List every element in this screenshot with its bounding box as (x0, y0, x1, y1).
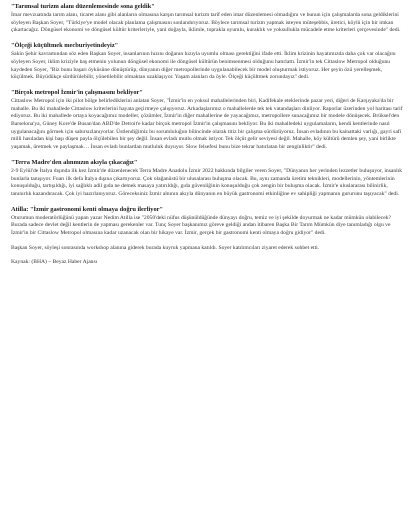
closing-paragraph: Başkan Soyer, söyleşi sonrasında workshop alanına giderek burada kuyruk yapmana katıldı. Soyer katılımcıları ziyaret ederek sohbet etti. (11, 244, 320, 251)
section-olcegi-kucultmek (11, 42, 406, 82)
section-source (11, 259, 406, 267)
section-tarimsal-turizm (11, 3, 406, 35)
section-metropol-bekliyor (11, 89, 406, 152)
source-credit: Kaynak: (BHA) – Beyaz Haber Ajansı (11, 259, 98, 266)
section-paragraph: Cittaslow Metropol için iki pilot bölge belirlediklerini anlatan Soyer, "İzmir'in en yoksul mahallelerinden biri, Kadifekale eteklerinde pazar yeri, diğeri de Karşıyaka'da bir mahalle. Bu iki mahallede Cittaslow kriterlerini hayata geçirmeye çalışıyoruz. Arkadaşlarımız o mahallelerde tek tek vatandaşları dinliyor. Raporlar üzerinden yol haritası tarif ediyoruz. Bu iki mahallede ortaya koyacağımız modeller, çözümler, İzmir'in diğer mahallerine de yayacağımız, metropollere sunacağımız bir modele dönüşecek. Brüksel'den Barselona'ya, Güney Kore'de Busan'dan ABD'de Detroit'e kadar birçok metropol İzmir'in çalışmasını bekliyor. Bu iki mahalledeki uygulamaların, kendi kentlerinde nasıl uygulanacağını görmek için sabırsızlanıyorlar. Üstlendiğimiz bu sorumluluğun bilincinde olarak titiz bir çalışma sürdürüyoruz. İnsan evladının bu kainattaki varlığı, gayri safi milli hasıladan kişi başı düşen payla ölçülebilen bir şey değil. İnsan evladı mutlu olmak istiyor. Tek ölçüt gelir seviyesi değil. Mahalle, köy kültürü demlen şey, yani birlikte yaşamak, üretmek ve paylaşmak… İnsan evladı bunlardan mutluluk duyuyor. Slow felsefesi bunu bize tekrar hatırlatan bir zenginliktir" dedi. (11, 97, 403, 151)
section-terra-madre (11, 159, 406, 199)
section-paragraph: 2-9 Eylül'de İtalya dışında ilk kez İzmir'de düzenlenecek Terra Madre Anadolu İzmir 2022 hakkında bilgiler veren Soyer, "Dünyanın her yerinden lezzetler buluşuyor, insanlık bunlarla tanışıyor. Fuarı ilk defa İtalya dışına çıkartıyoruz. Çok olağanüstü bir ulusalarası buluşma olacak. Bu, aynı zamanda üretim teknikleri, modellerinin, yöntemlerinin konuşulduğu, tartışıldığı, iyi sağlıklı adil gıda ne demek masaya yatırıldığı, gıda güvenliğinin konuşulduğu çok zengin bir buluşma olacak. İzmir'e uluslararası bilinirlik, tanınırlık kazandıracak. Çok iyi hazırlanıyoruz. Göreceksiniz İzmir alnının akıyla dünyanın en büyük gastronomi etkinliğine ev sahipliği yapmanın gururunu taşıyacak" dedi. (11, 167, 403, 197)
section-paragraph: İmar mevzuatında tarım alanı, ticaret alanı gibi alanların olmasına karşın tarımsal turizm tarif eden imar düzenlemesi olmadığını ve bunun için çalışmalarda sona geldiklerini söyleyen Başkan Soyer, "Türkiye'ye model olacak planlama çalışmasını sonlandırıyoruz. Böylece tarımsal turizm yapmak isteyen müteşebbis, üretici, köylü için bir imkan çıkartacağız. Döngüsel ekonomi ve döngüsel kültür kriterleriyle, yani doğayla, iklimle, toprakla uyumlu, kuraklık ve yoksullukla mücadele etme kriterleri çerçevesinde" dedi. (11, 12, 401, 34)
section-title: Atilla: "İzmir gastronomi kenti olmaya doğru ilerliyor" (11, 205, 164, 213)
section-title: "Ölçeği küçültmek mecburiyetindeyiz" (11, 42, 119, 50)
section-title: "Terra Madre'den alınmızın akıyla çıkacağız" (11, 158, 138, 166)
section-paragraph: Sakin Şehir kavramından söz eden Başkan Soyer, insanlarının hızını doğanın hızıyla uyumlu olması gerektiğini ifade etti. İklim krizinin hayatımızda daha çok var olacağını söyleyen Soyer, iklim kriziyle baş etmenin yolunun döngüsel ekonomi ile döngüsel kültürün benimsenmesi olduğunu hatırlattı. İzmir'in tek Cittaslow Metropol olduğunu kaydeden Soyer, "Biz bunu başarı öyküsüne dönüştürüp, dünyanın diğer metropollerinde uygulanabilecek bir model oluşturmak istiyoruz. Her şeyin özü yerelleşmek, küçülmek. Büyüdükçe sürdürülebilir, yönetilebilir olmaktan uzaklaşıyor. Yaşam alanları da öyle. Ölçeği küçültmek zorundayız" dedi. (11, 51, 396, 81)
section-paragraph: Oturumun moderatörlüğünü yapan yazar Nedim Atilla ise "2050'deki nüfus düşünüldüğünde dünyayı doğru, temiz ve iyi şekilde doyurmak ne kadar mümkün olabilecek? Burada sadece devlet değil kentlerin de yapması gerekenler var. Tunç Soyer başkanımız göreve geldiği andan itibaren Başka Bir Tarım Mümkün diye tanımladığı olgu ve İzmir'in bir Cittaslow Metropol olmasına kadar uzanacak olan bir hikaye var. İzmir, gerçek bir gastronomi kenti olmaya doğru gidiyor" dedi. (11, 214, 392, 237)
section-closing (11, 245, 406, 253)
section-title: "Birçok metropol İzmir'in çalışmasını bekliyor" (11, 88, 143, 96)
section-gastronomi-kenti (11, 206, 406, 238)
section-title: "Tarımsal turizm alanı düzenlemesinde sona geldik" (11, 3, 155, 10)
